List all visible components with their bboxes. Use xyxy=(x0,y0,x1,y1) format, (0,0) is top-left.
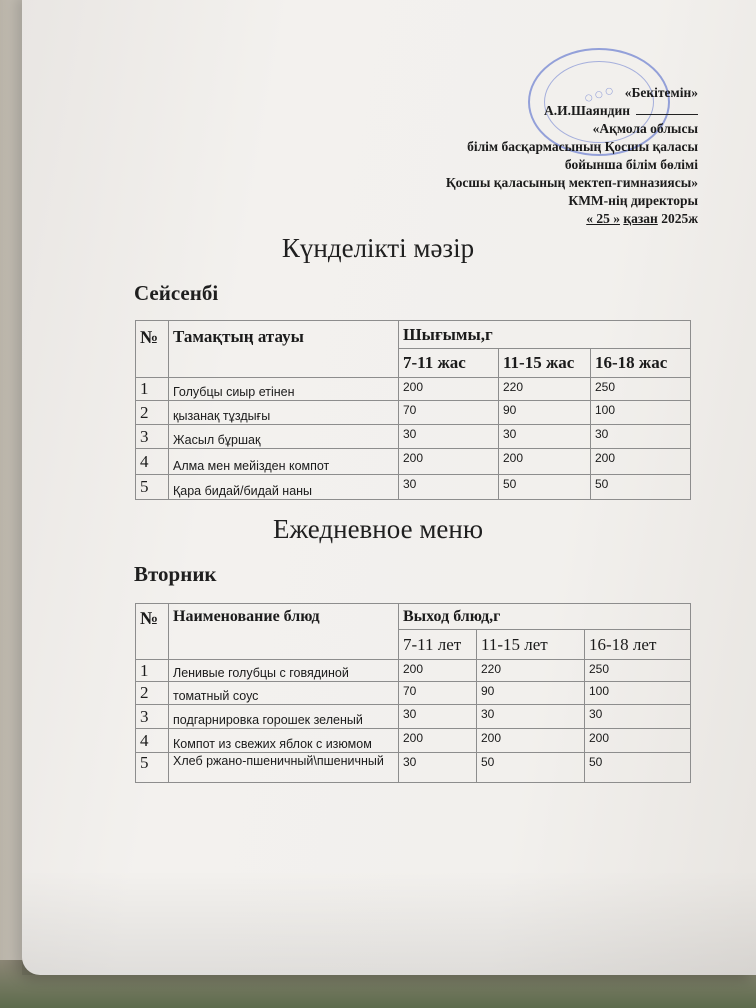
table-row xyxy=(136,449,691,475)
approval-line: Қосшы қаласының мектеп-гимназиясы» xyxy=(445,175,698,190)
value-7-11: 200 xyxy=(399,660,477,682)
value-16-18: 100 xyxy=(591,401,691,425)
value-16-18: 30 xyxy=(591,425,691,449)
header-age-16-18: 16-18 лет xyxy=(585,630,691,660)
header-num: № xyxy=(136,321,169,378)
row-number: 3 xyxy=(136,705,169,729)
header-age-7-11: 7-11 жас xyxy=(399,349,499,378)
table-row xyxy=(136,682,691,705)
dish-name: томатный соус xyxy=(169,682,399,705)
value-7-11: 70 xyxy=(399,401,499,425)
dish-name: Голубцы сиыр етінен xyxy=(169,378,399,401)
value-16-18: 200 xyxy=(585,729,691,753)
table-row xyxy=(136,753,691,783)
value-11-15: 200 xyxy=(477,729,585,753)
date-day: « 25 » xyxy=(586,211,620,226)
day-label-kz: Сейсенбі xyxy=(134,281,219,305)
header-age-11-15: 11-15 лет xyxy=(477,630,585,660)
signature-line xyxy=(636,113,698,115)
row-number: 1 xyxy=(136,378,169,401)
value-16-18: 50 xyxy=(585,753,691,783)
header-dish-name: Наименование блюд xyxy=(169,604,399,660)
header-output: Шығымы,г xyxy=(399,321,691,349)
approval-signer xyxy=(338,102,698,120)
dish-name: Қара бидай/бидай наны xyxy=(169,475,399,500)
date-month: қазан xyxy=(623,211,658,226)
value-11-15: 220 xyxy=(477,660,585,682)
menu-title-kz: Күнделікті мәзір xyxy=(281,233,475,263)
value-7-11: 200 xyxy=(399,729,477,753)
row-number: 1 xyxy=(136,660,169,682)
row-number: 2 xyxy=(136,682,169,705)
header-num: № xyxy=(136,604,169,660)
approval-line: бойынша білім бөлімі xyxy=(564,157,698,172)
value-16-18: 30 xyxy=(585,705,691,729)
paper-shadow xyxy=(22,870,756,975)
dish-name: подгарнировка горошек зеленый xyxy=(169,705,399,729)
header-dish-name: Тамақтың атауы xyxy=(169,321,399,378)
dish-name: Ленивые голубцы с говядиной xyxy=(169,660,399,682)
table-row xyxy=(136,378,691,401)
menu-title-ru: Ежедневное меню xyxy=(272,514,484,544)
row-number: 3 xyxy=(136,425,169,449)
header-age-16-18: 16-18 жас xyxy=(591,349,691,378)
row-number: 4 xyxy=(136,449,169,475)
value-16-18: 100 xyxy=(585,682,691,705)
day-label-ru: Вторник xyxy=(134,562,217,586)
approval-line: «Ақмола облысы xyxy=(592,121,698,136)
value-7-11: 70 xyxy=(399,682,477,705)
approval-line: «Бекітемін» xyxy=(624,85,698,100)
value-11-15: 90 xyxy=(477,682,585,705)
value-11-15: 50 xyxy=(499,475,591,500)
value-16-18: 250 xyxy=(585,660,691,682)
table-row xyxy=(136,729,691,753)
value-11-15: 90 xyxy=(499,401,591,425)
dish-name: Алма мен мейізден компот xyxy=(169,449,399,475)
value-7-11: 30 xyxy=(399,425,499,449)
value-16-18: 250 xyxy=(591,378,691,401)
approval-line: КММ-нің директоры xyxy=(568,193,698,208)
value-16-18: 50 xyxy=(591,475,691,500)
date-year: 2025ж xyxy=(661,211,698,226)
row-number: 4 xyxy=(136,729,169,753)
approval-date xyxy=(338,210,698,228)
header-age-11-15: 11-15 жас xyxy=(499,349,591,378)
value-11-15: 30 xyxy=(499,425,591,449)
value-7-11: 200 xyxy=(399,449,499,475)
seal-text: ○ ○ ○ xyxy=(583,85,615,105)
dish-name: қызанақ тұздығы xyxy=(169,401,399,425)
signer-name: А.И.Шаяндин xyxy=(543,103,630,118)
table-row xyxy=(136,425,691,449)
approval-block xyxy=(338,84,698,228)
table-row xyxy=(136,475,691,500)
row-number: 5 xyxy=(136,753,169,783)
value-11-15: 220 xyxy=(499,378,591,401)
value-7-11: 30 xyxy=(399,475,499,500)
table-row xyxy=(136,660,691,682)
value-11-15: 50 xyxy=(477,753,585,783)
menu-table-ru xyxy=(135,603,691,783)
value-7-11: 200 xyxy=(399,378,499,401)
dish-name: Компот из свежих яблок с изюмом xyxy=(169,729,399,753)
header-output: Выход блюд,г xyxy=(399,604,691,630)
row-number: 2 xyxy=(136,401,169,425)
header-age-7-11: 7-11 лет xyxy=(399,630,477,660)
value-7-11: 30 xyxy=(399,753,477,783)
value-7-11: 30 xyxy=(399,705,477,729)
table-row xyxy=(136,705,691,729)
menu-table-kz xyxy=(135,320,691,500)
dish-name: Жасыл бұршақ xyxy=(169,425,399,449)
value-11-15: 30 xyxy=(477,705,585,729)
dish-name: Хлеб ржано-пшеничный\пшеничный xyxy=(169,753,399,783)
value-11-15: 200 xyxy=(499,449,591,475)
approval-line: білім басқармасының Қосшы қаласы xyxy=(467,139,698,154)
value-16-18: 200 xyxy=(591,449,691,475)
table-row xyxy=(136,401,691,425)
row-number: 5 xyxy=(136,475,169,500)
